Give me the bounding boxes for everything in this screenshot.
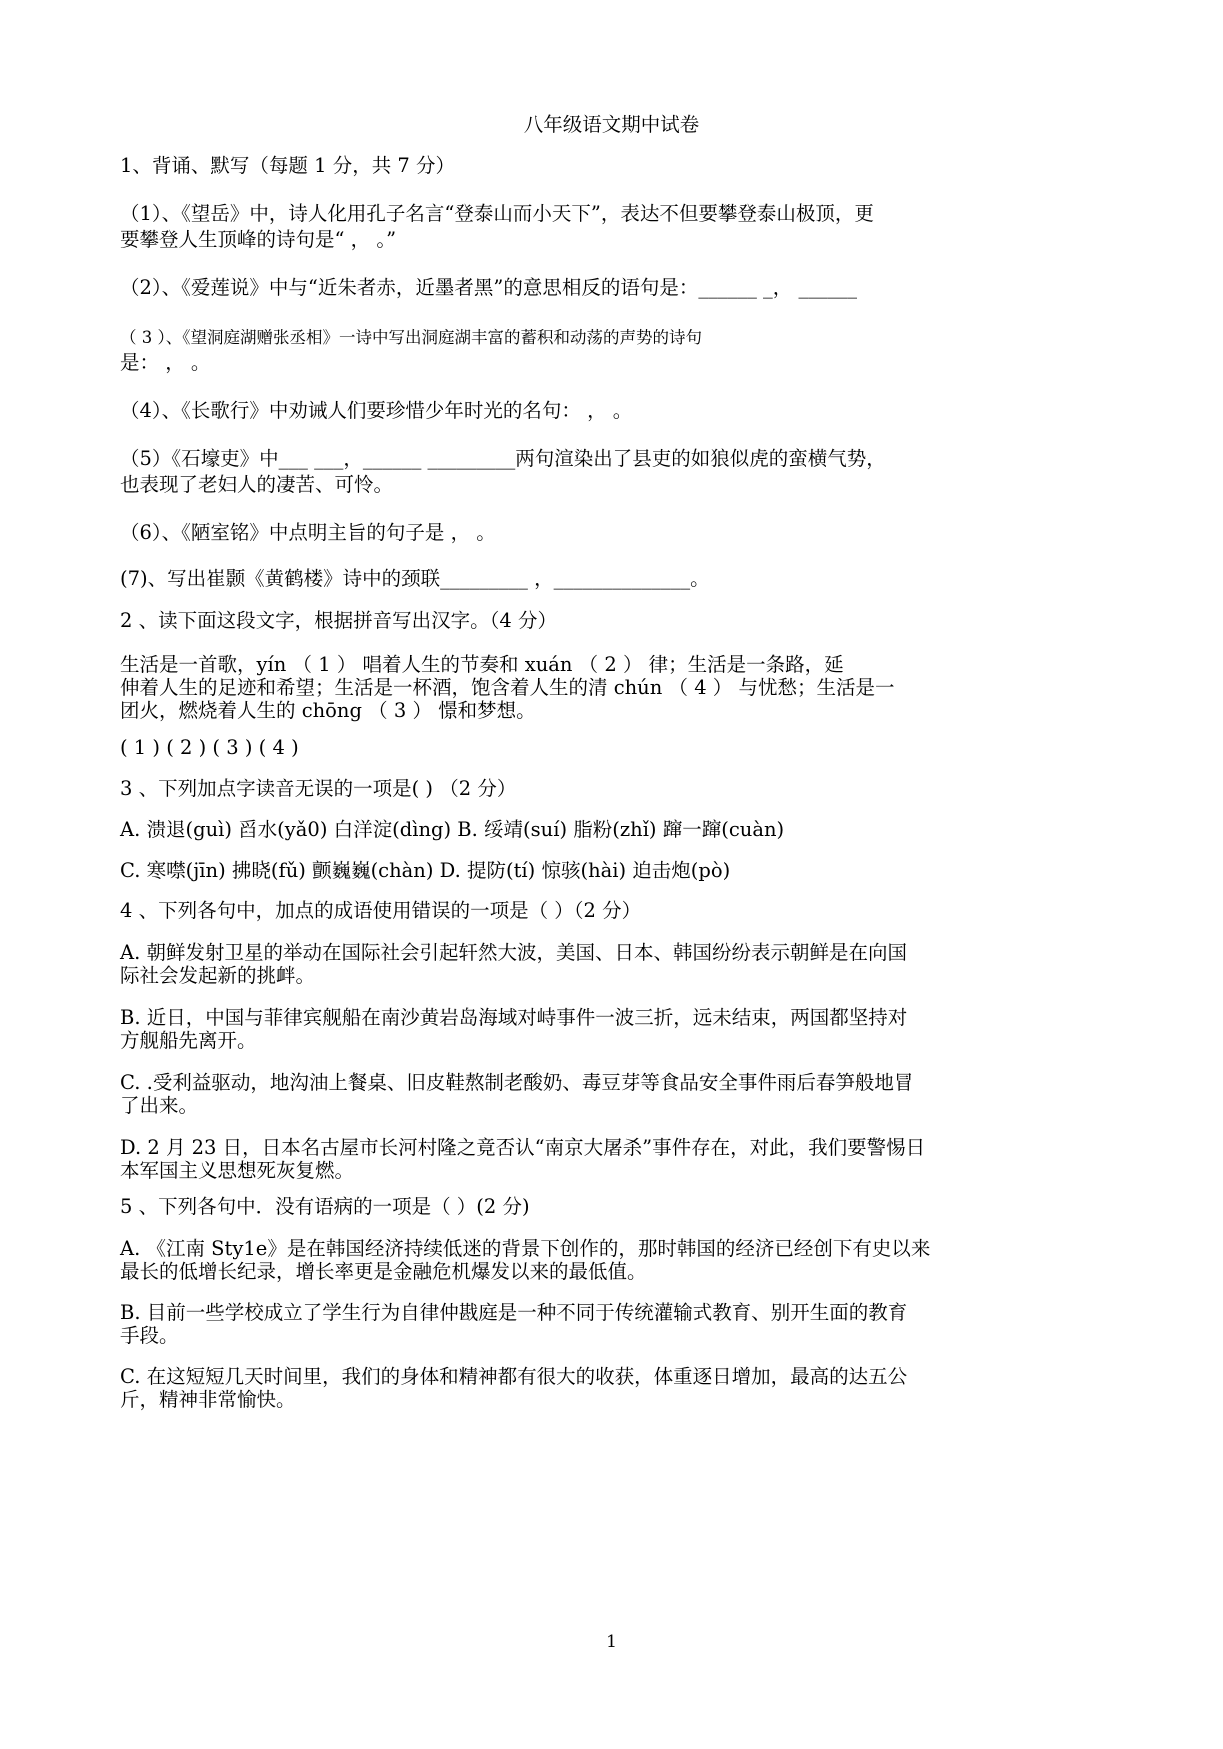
q2-passage-line-1: 生活是一首歌，yín （ 1 ） 唱着人生的节奏和 xuán （ 2 ） 律；生活是一条路，延 [120, 653, 844, 676]
q4-option-b-line-1: B. 近日，中国与菲律宾舰船在南沙黄岩岛海域对峙事件一波三折，远未结束，两国都坚持对 [120, 1006, 908, 1029]
q3-header: 3 、下列加点字读音无误的一项是( ) （2 分） [120, 777, 517, 800]
q1-item-7: (7)、写出崔颢《黄鹤楼》诗中的颈联_________ ，______________。 [120, 567, 710, 590]
q5-option-a-line-1: A. 《江南 Sty1e》是在韩国经济持续低迷的背景下创作的，那时韩国的经济已经创下有史以来 [120, 1237, 931, 1260]
page-number: 1 [606, 1632, 617, 1652]
q2-answer-blanks: ( 1 ) ( 2 ) ( 3 ) ( 4 ) [120, 736, 299, 759]
q2-header: 2 、读下面这段文字，根据拼音写出汉字。（4 分） [120, 609, 557, 632]
q5-option-a-line-2: 最长的低增长纪录，增长率更是金融危机爆发以来的最低值。 [120, 1260, 647, 1283]
q2-passage-line-3: 团火，燃烧着人生的 chōng （ 3 ） 憬和梦想。 [120, 699, 536, 722]
q4-option-a-line-1: A. 朝鲜发射卫星的举动在国际社会引起轩然大波，美国、日本、韩国纷纷表示朝鲜是在向国 [120, 941, 907, 964]
q1-item-5-line-2: 也表现了老妇人的凄苦、可怜。 [120, 473, 394, 496]
q4-option-d-line-2: 本军国主义思想死灰复燃。 [120, 1159, 355, 1182]
q1-item-1-line-1: （1）、《望岳》中，诗人化用孔子名言“登泰山而小天下”，表达不但要攀登泰山极顶，更 [120, 202, 874, 225]
q5-header: 5 、下列各句中．没有语病的一项是（ ）(2 分) [120, 1195, 530, 1218]
page-title: 八年级语文期中试卷 [523, 113, 700, 136]
q1-item-3-line-2: 是： ， 。 [120, 351, 211, 374]
q1-item-1-line-2: 要攀登人生顶峰的诗句是“ ， 。” [120, 228, 397, 251]
q4-option-c-line-1: C. .受利益驱动，地沟油上餐桌、旧皮鞋熬制老酸奶、毒豆芽等食品安全事件雨后春笋般地冒 [120, 1071, 914, 1094]
q5-option-c-line-1: C. 在这短短几天时间里，我们的身体和精神都有很大的收获，体重逐日增加，最高的达五公 [120, 1365, 908, 1388]
q1-item-6: （6）、《陋室铭》中点明主旨的句子是 ， 。 [120, 521, 496, 544]
q1-header: 1、背诵、默写（每题 1 分，共 7 分） [120, 154, 456, 177]
q1-item-4: （4）、《长歌行》中劝诫人们要珍惜少年时光的名句： ， 。 [120, 399, 633, 422]
q5-option-b-line-2: 手段。 [120, 1324, 179, 1347]
q3-options-a-b: A. 溃退(guì) 舀水(yǎ0) 白洋淀(dìng) B. 绥靖(suí) 脂粉(zhǐ) 蹿一蹿(cuàn) [120, 818, 785, 841]
q3-options-c-d: C. 寒噤(jīn) 拂晓(fǔ) 颤巍巍(chàn) D. 提防(tí) 惊骇(hài) 迫击炮(pò) [120, 859, 731, 882]
q4-option-c-line-2: 了出来。 [120, 1094, 199, 1117]
q1-item-5-line-1: （5）《石壕吏》中___ ___，______ _________两句渲染出了县吏的如狼似虎的蛮横气势， [120, 447, 886, 470]
q5-option-c-line-2: 斤，精神非常愉快。 [120, 1388, 296, 1411]
q1-item-3-line-1: （ 3 ）、《望洞庭湖赠张丞相》一诗中写出洞庭湖丰富的蓄积和动荡的声势的诗句 [120, 328, 702, 347]
q4-header: 4 、下列各句中，加点的成语使用错误的一项是（ ）（2 分） [120, 899, 642, 922]
q2-passage-line-2: 伸着人生的足迹和希望；生活是一杯酒，饱含着人生的清 chún （ 4 ） 与忧愁；生活是一 [120, 676, 895, 699]
q4-option-a-line-2: 际社会发起新的挑衅。 [120, 964, 316, 987]
q5-option-b-line-1: B. 目前一些学校成立了学生行为自律仲戡庭是一种不同于传统灌输式教育、别开生面的教育 [120, 1301, 908, 1324]
q4-option-d-line-1: D. 2 月 23 日，日本名古屋市长河村隆之竟否认“南京大屠杀”事件存在，对此，我们要警惕日 [120, 1136, 926, 1159]
q1-item-2: （2）、《爱莲说》中与“近朱者赤，近墨者黑”的意思相反的语句是：______ _， ______ [120, 276, 857, 299]
q4-option-b-line-2: 方舰船先离开。 [120, 1029, 257, 1052]
